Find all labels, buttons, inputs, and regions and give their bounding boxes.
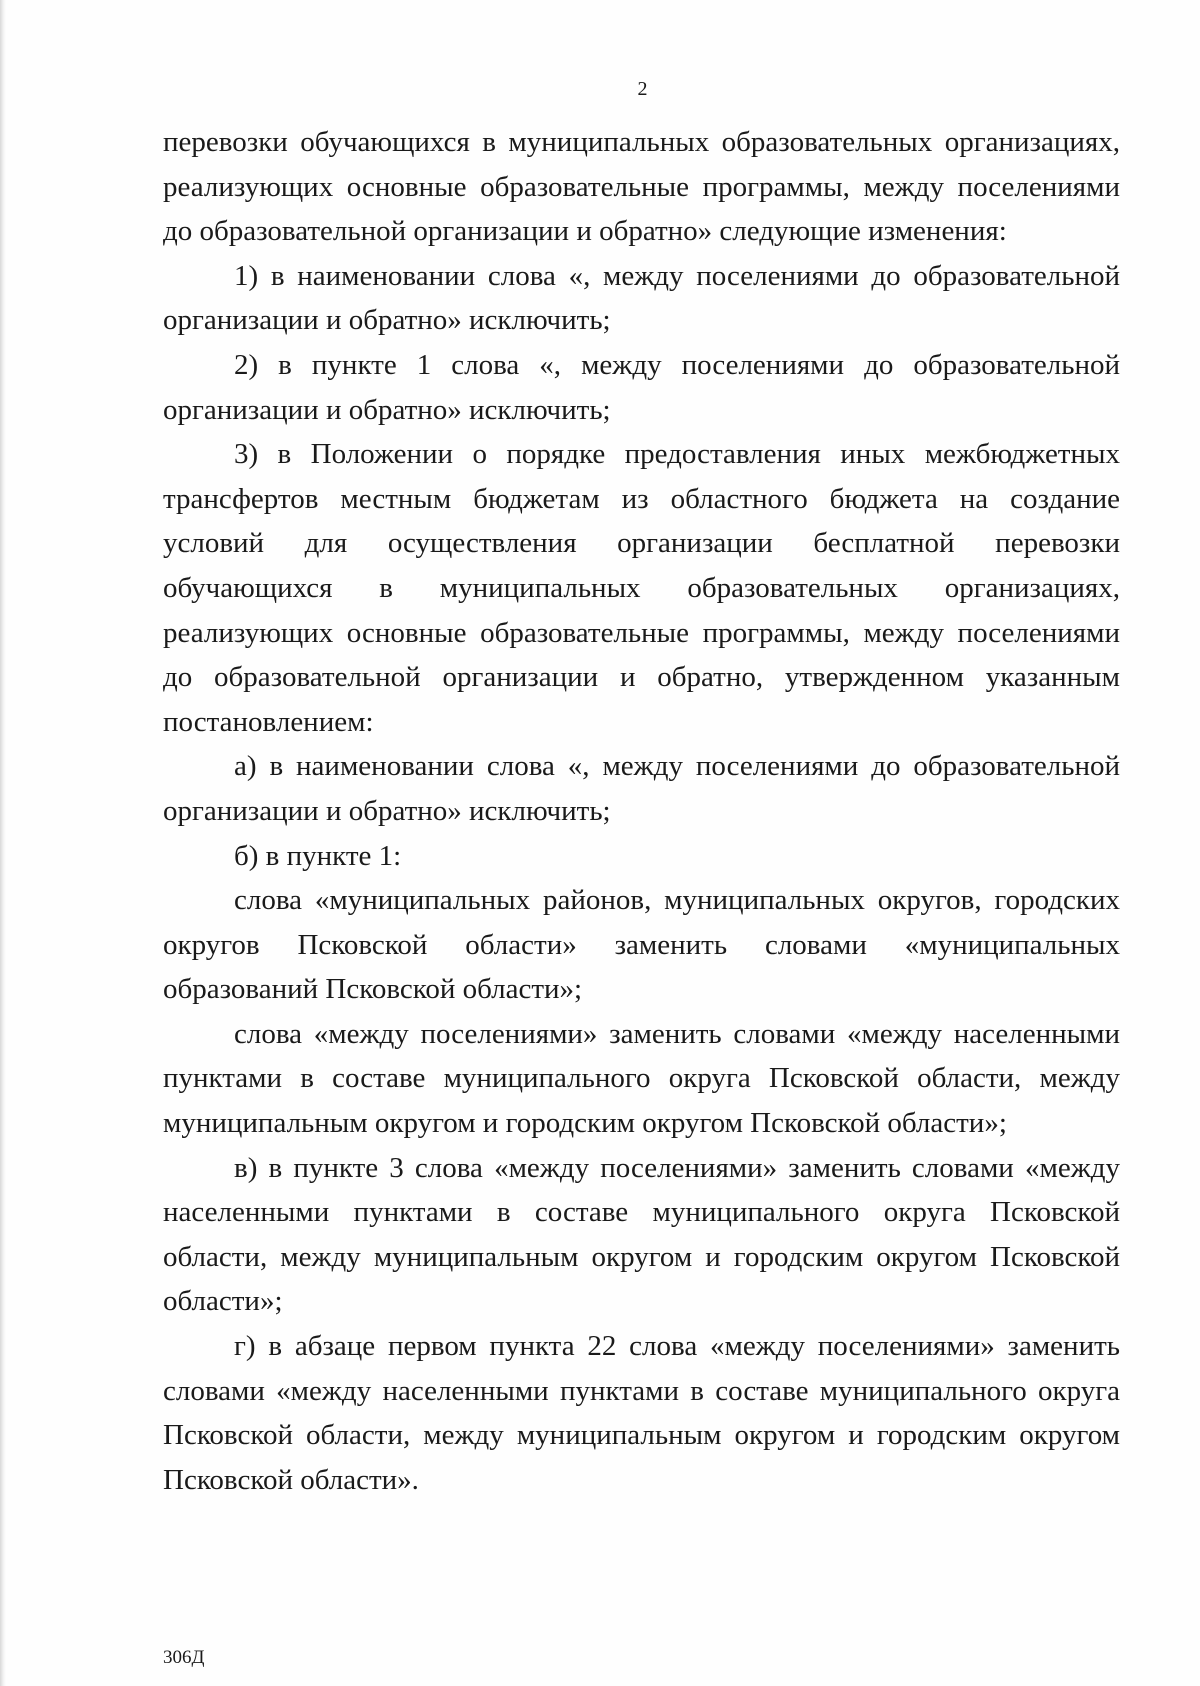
- paragraph: перевозки обучающихся в муниципальных образовательных организациях, реализующих основные образовательные программы, между поселениями до образовательной организации и обратно» следующие изменения:: [163, 126, 1120, 248]
- scan-edge: [0, 0, 6, 1686]
- paragraph: слова «между поселениями» заменить словами «между населенными пунктами в составе муниципального округа Псковской области, между муниципальным округом и городским округом Псковской области»;: [163, 1017, 1120, 1140]
- paragraph: б) в пункте 1:: [234, 839, 402, 872]
- paragraph: 3) в Положении о порядке предоставления иных межбюджетных трансфертов местным бюджетам из областного бюджета на создание условий для осуществления организации бесплатной перевозки обучающихся в муниципальных образовательных организациях, реализующих основные образовательные программы, между поселениями до образовательной организации и обратно, утвержденном указанным постановлением:: [163, 438, 1120, 738]
- document-code: 306Д: [163, 1647, 205, 1668]
- document-body: [163, 120, 1120, 1502]
- paragraph: 1) в наименовании слова «, между поселениями до образовательной организации и обратно» исключить;: [163, 259, 1120, 337]
- paragraph: в) в пункте 3 слова «между поселениями» заменить словами «между населенными пунктами в составе муниципального округа Псковской области, между муниципальным округом и городским округом Псковской области»;: [163, 1151, 1120, 1318]
- paragraph: 2) в пункте 1 слова «, между поселениями до образовательной организации и обратно» исключить;: [163, 348, 1120, 426]
- paragraph: слова «муниципальных районов, муниципальных округов, городских округов Псковской области» заменить словами «муниципальных образований Псковской области»;: [163, 884, 1120, 1006]
- paragraph: г) в абзаце первом пункта 22 слова «между поселениями» заменить словами «между населенными пунктами в составе муниципального округа Псковской области, между муниципальным округом и городским округом Псковской области».: [163, 1330, 1120, 1496]
- paragraph: а) в наименовании слова «, между поселениями до образовательной организации и обратно» исключить;: [163, 750, 1120, 827]
- page-number: 2: [637, 78, 648, 100]
